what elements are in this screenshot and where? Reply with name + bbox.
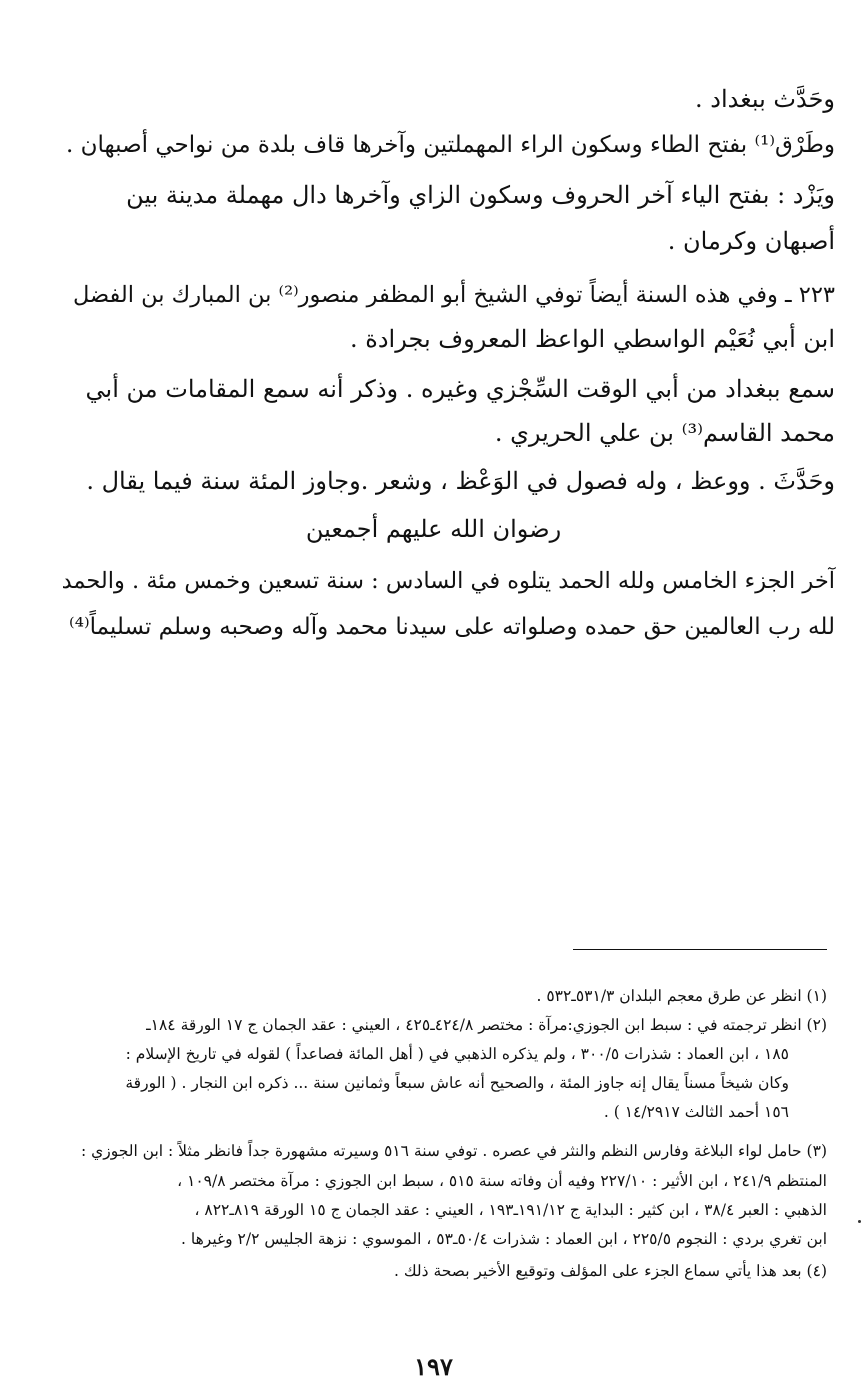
footnote-2-line-4: ١٥٦ أحمد الثالث ١٤/٢٩١٧ ) . — [603, 1103, 789, 1121]
footnote-separator — [573, 949, 827, 950]
footnote-2-line-1: (٢) انظر ترجمته في : سبط ابن الجوزي:مرآة : مختصر ٤٢٤/٨ـ٤٢٥ ، العيني : عقد الجمان ج ١٧ الورقة ١٨٤ـ — [146, 1016, 827, 1034]
body-line-12: لله رب العالمين حق حمده وصلواته على سيدنا محمد وآله وصحبه وسلم تسليماً⁽⁴⁾ — [69, 614, 835, 640]
footnote-1-line-1: (١) انظر عن طرق معجم البلدان ٥٣١/٣ـ٥٣٢ . — [536, 987, 827, 1005]
footnote-3-line-3: الذهبي : العبر ٣٨/٤ ، ابن كثير : البداية ج ١٩١/١٢ـ١٩٣ ، العيني : عقد الجمان ج ١٥ الورقة ٨١٩ـ٨٢٢ ، — [194, 1201, 827, 1219]
body-line-1: وحَدَّث ببغداد . — [695, 85, 835, 113]
footnote-3-line-1: (٣) حامل لواء البلاغة وفارس النظم والنثر في عصره . توفي سنة ٥١٦ وسيرته مشهورة جداً فانظر مثلاً : ابن الجوزي : — [80, 1142, 827, 1160]
body-line-6: ابن أبي نُعَيْم الواسطي الواعظ المعروف بجرادة . — [350, 325, 835, 353]
footnote-2-line-2: ١٨٥ ، ابن العماد : شذرات ٣٠٠/٥ ، ولم يذكره الذهبي في ( أهل المائة فصاعداً ) لقوله في تاريخ الإسلام : — [125, 1045, 789, 1063]
closing-prayer: رضوان الله عليهم أجمعين — [305, 515, 562, 543]
body-line-3: ويَزْد : بفتح الياء آخر الحروف وسكون الزاي وآخرها دال مهملة مدينة بين — [126, 181, 835, 209]
body-line-7: سمع ببغداد من أبي الوقت السِّجْزي وغيره . وذكر أنه سمع المقامات من أبي — [85, 375, 835, 403]
footnote-4-line-1: (٤) بعد هذا يأتي سماع الجزء على المؤلف وتوقيع الأخير بصحة ذلك . — [393, 1262, 827, 1280]
scan-speck — [858, 1220, 861, 1223]
body-line-5: ٢٢٣ ـ وفي هذه السنة أيضاً توفي الشيخ أبو المظفر منصور⁽²⁾ بن المبارك بن الفضل — [72, 282, 835, 308]
footnote-3-line-4: ابن تغري بردي : النجوم ٢٢٥/٥ ، ابن العماد : شذرات ٥٠/٤ـ٥٣ ، الموسوي : نزهة الجليس ٢/٢ وغيرها . — [181, 1230, 827, 1248]
footnote-2-line-3: وكان شيخاً مسناً يقال إنه جاوز المئة ، والصحيح أنه عاش سبعاً وثمانين سنة ... ذكره ابن النجار . ( الورقة — [125, 1074, 789, 1092]
footnote-3-line-2: المنتظم ٢٤١/٩ ، ابن الأثير : ٢٢٧/١٠ وفيه أن وفاته سنة ٥١٥ ، سبط ابن الجوزي : مرآة مختصر ١٠٩/٨ ، — [177, 1172, 827, 1190]
page-number: ١٩٧ — [414, 1352, 453, 1381]
body-line-8: محمد القاسم⁽³⁾ بن علي الحريري . — [494, 419, 835, 447]
body-line-11: آخر الجزء الخامس ولله الحمد يتلوه في السادس : سنة تسعين وخمس مئة . والحمد — [61, 568, 835, 594]
body-line-2: وطَرْق⁽¹⁾ بفتح الطاء وسكون الراء المهملتين وآخرها قاف بلدة من نواحي أصبهان . — [66, 132, 835, 158]
body-line-4: أصبهان وكرمان . — [667, 227, 835, 255]
body-line-9: وحَدَّثَ . ووعظ ، وله فصول في الوَعْظ ، وشعر .وجاوز المئة سنة فيما يقال . — [86, 467, 835, 495]
